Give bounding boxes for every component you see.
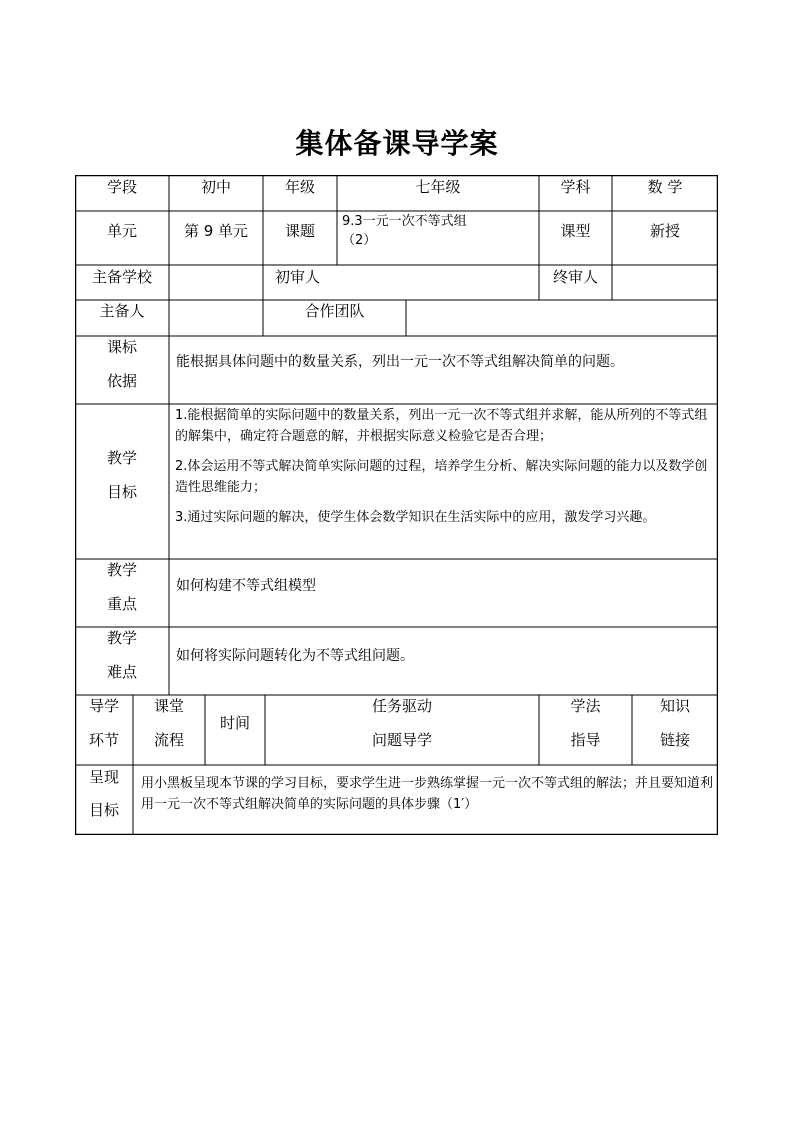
process-method-label-2: 指导 [570,731,601,749]
process-task-label-1: 任务驱动 [371,697,432,715]
topic-label: 课题 [284,222,315,240]
stage-value: 初中 [200,178,231,196]
key-point-label-2: 重点 [106,595,137,613]
subject-value: 数 学 [647,178,683,196]
topic-value-line2: （2） [342,233,377,248]
unit-label: 单元 [106,222,137,240]
objective-item-3: 3.通过实际问题的解决，使学生体会数学知识在生活实际中的应用，激发学习兴趣。 [175,510,656,525]
preparer-label: 主备人 [99,302,145,320]
process-task-label-2: 问题导学 [371,731,432,749]
final-review-label: 终审人 [552,268,598,286]
first-review-label: 初审人 [275,268,321,286]
standard-label-1: 课标 [106,338,137,356]
type-value: 新授 [649,222,680,240]
standard-label-2: 依据 [106,372,137,390]
objective-item-2: 2.体会运用不等式解决简单实际问题的过程，培养学生分析、解决实际问题的能力以及数学创造性思维能力； [175,459,708,495]
process-knowledge-label-2: 链接 [659,731,690,749]
process-link-label-2: 环节 [88,731,119,749]
page-title: 集体备课导学案 [295,127,499,160]
process-time-label: 时间 [219,714,250,732]
present-label-1: 呈现 [88,768,119,786]
process-method-label-1: 学法 [570,697,601,715]
topic-value-line1: 9.3一元一次不等式组 [342,214,467,229]
key-point-label-1: 教学 [106,561,137,579]
subject-label: 学科 [560,178,591,196]
objectives-label-1: 教学 [106,449,137,467]
process-flow-label-1: 课堂 [153,697,184,715]
difficulty-label-1: 教学 [106,629,137,647]
objective-item-1: 1.能根据简单的实际问题中的数量关系，列出一元一次不等式组并求解，能从所列的不等式组的解集中，确定符合题意的解，并根据实际意义检验它是否合理； [175,408,708,444]
standard-text: 能根据具体问题中的数量关系，列出一元一次不等式组解决简单的问题。 [176,354,624,370]
school-label: 主备学校 [91,268,152,286]
stage-label: 学段 [106,178,137,196]
grade-label: 年级 [284,178,315,196]
difficulty-label-2: 难点 [106,663,137,681]
difficulty-text: 如何将实际问题转化为不等式组问题。 [176,648,414,664]
process-flow-label-2: 流程 [153,731,184,749]
process-knowledge-label-1: 知识 [659,697,690,715]
unit-value: 第 9 单元 [183,222,249,240]
process-link-label-1: 导学 [88,697,119,715]
present-text: 用小黑板呈现本节课的学习目标，要求学生进一步熟练掌握一元一次不等式组的解法；并且要知道利用一元一次不等式组解决简单的实际问题的具体步骤（1′） [141,776,714,812]
lesson-plan-table [75,175,718,835]
type-label: 课型 [560,222,591,240]
present-label-2: 目标 [88,801,119,819]
key-point-text: 如何构建不等式组模型 [176,578,316,594]
grade-value: 七年级 [415,178,461,196]
objectives-label-2: 目标 [106,483,137,501]
team-label: 合作团队 [304,302,365,320]
